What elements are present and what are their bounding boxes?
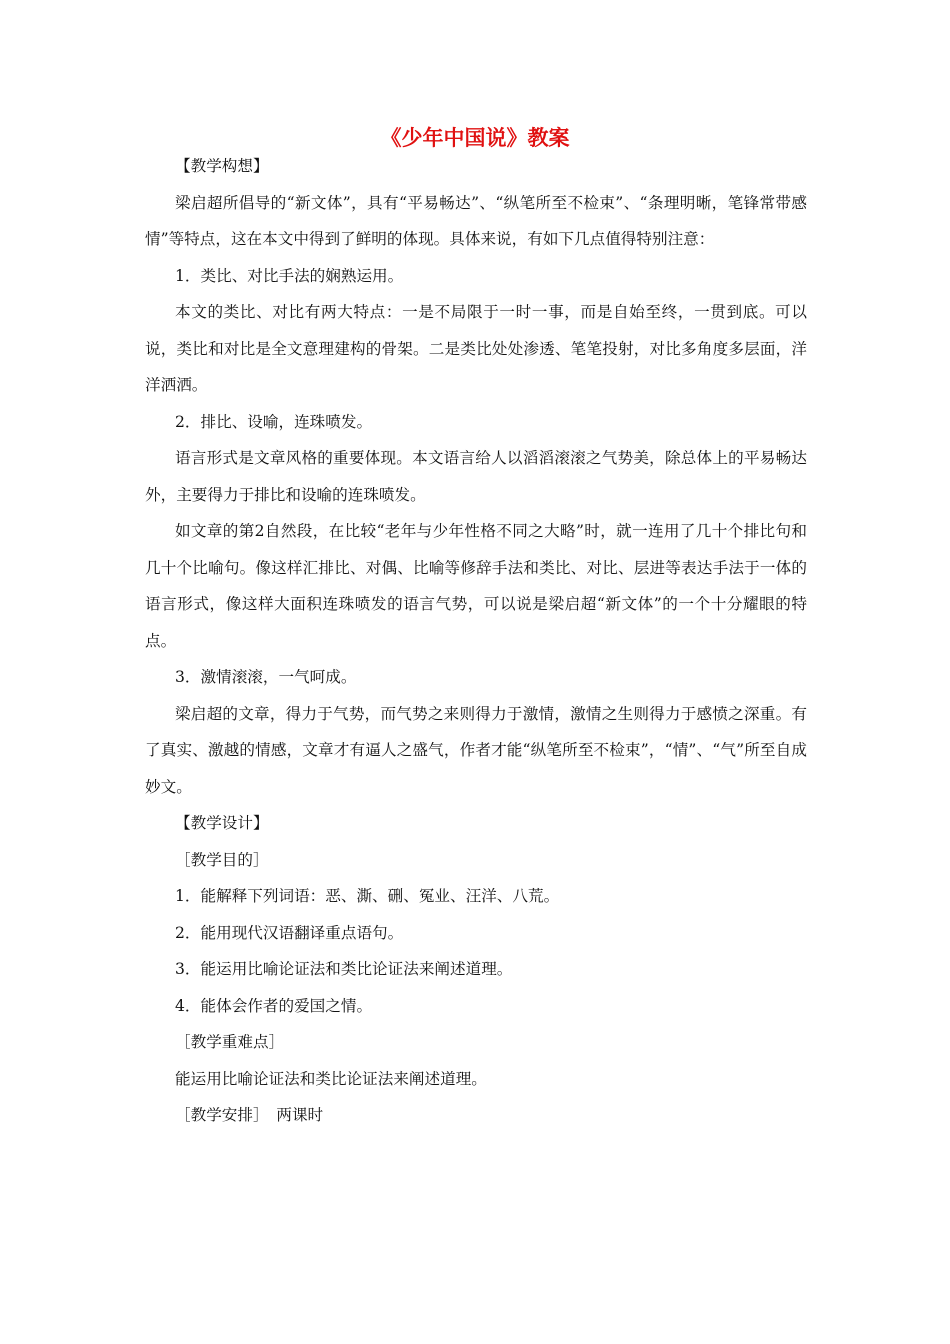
subheading-teaching-objectives: ［教学目的］ [175,850,269,869]
section-heading-teaching-design: 【教学设计】 [175,814,269,832]
subheading-teaching-schedule: ［教学安排］ 两课时 [175,1106,324,1124]
objective-item-3: 3．能运用比喻论证法和类比论证法来阐述道理。 [175,960,513,978]
point-heading-2: 2．排比、设喻，连珠喷发。 [175,412,373,431]
subheading-key-difficulties: ［教学重难点］ [175,1033,285,1051]
paragraph-point-1: 本文的类比、对比有两大特点：一是不局限于一时一事，而是自始至终，一贯到底。可以说，类比和对比是全文意理建构的骨架。二是类比处处渗透、笔笔投射，对比多角度多层面，洋洋洒洒。 [145,303,807,394]
section-heading-teaching-concept: 【教学构想】 [175,157,269,175]
paragraph-point-3: 梁启超的文章，得力于气势，而气势之来则得力于激情，激情之生则得力于感愤之深重。有了真实、激越的情感，文章才有逼人之盛气，作者才能“纵笔所至不检束”，“情”、“气”所至自成妙文。 [145,704,807,796]
point-heading-1: 1．类比、对比手法的娴熟运用。 [175,266,404,285]
document-body [145,148,807,1134]
objective-item-4: 4．能体会作者的爱国之情。 [175,996,373,1015]
document-title: 《少年中国说》教案 [380,125,570,150]
paragraph-key-difficulties: 能运用比喻论证法和类比论证法来阐述道理。 [175,1069,487,1088]
objective-item-1: 1．能解释下列词语：恶、澌、硎、冤业、汪洋、八荒。 [175,887,560,905]
paragraph-point-2b: 如文章的第2自然段，在比较“老年与少年性格不同之大略”时，就一连用了几十个排比句和几十个比喻句。像这样汇排比、对偶、比喻等修辞手法和类比、对比、层进等表达手法于一体的语言形式，像这样大面积连珠喷发的语言气势，可以说是梁启超“新文体”的一个十分耀眼的特点。 [145,522,807,650]
point-heading-3: 3．激情滚滚，一气呵成。 [175,668,357,686]
objective-item-2: 2．能用现代汉语翻译重点语句。 [175,923,404,942]
paragraph-point-2a: 语言形式是文章风格的重要体现。本文语言给人以滔滔滚滚之气势美，除总体上的平易畅达外，主要得力于排比和设喻的连珠喷发。 [145,449,807,504]
paragraph-intro: 梁启超所倡导的“新文体”，具有“平易畅达”、“纵笔所至不检束”、“条理明晰，笔锋常带感情”等特点，这在本文中得到了鲜明的体现。具体来说，有如下几点值得特别注意： [145,193,807,248]
